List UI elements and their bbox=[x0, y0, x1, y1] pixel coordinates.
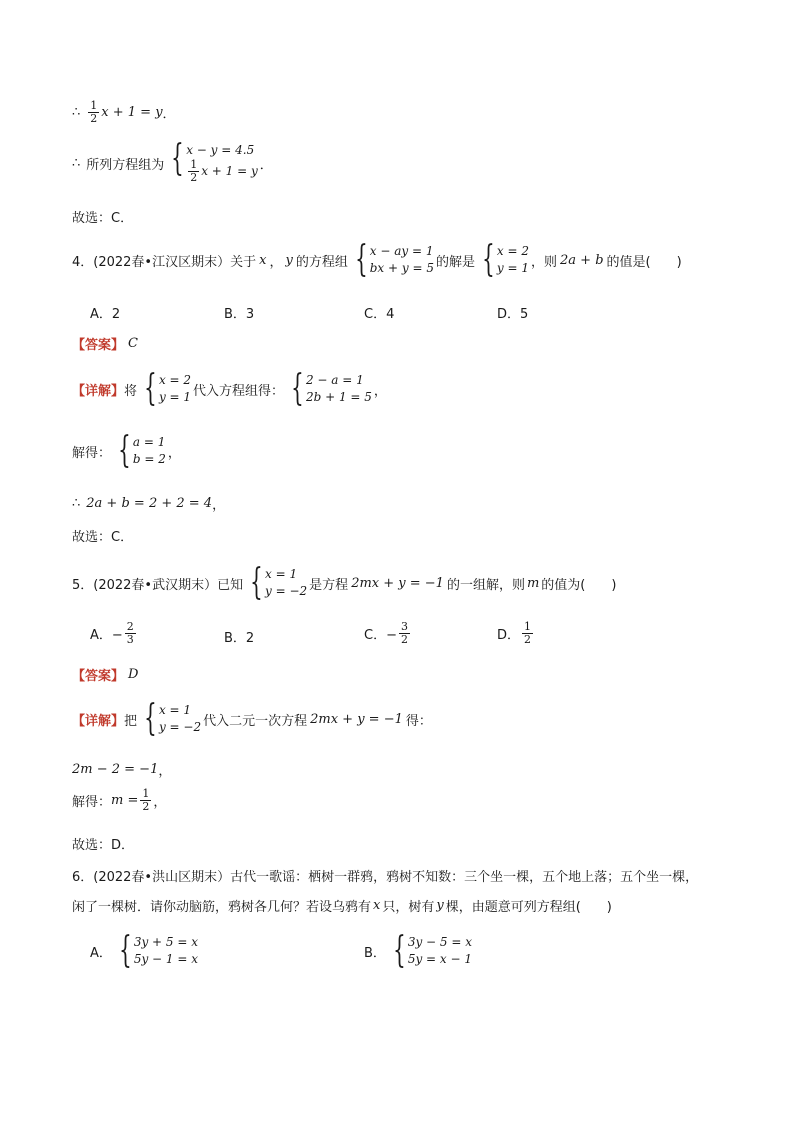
option-a: A．− $\frac{2}{3}$ bbox=[90, 620, 134, 646]
solution-system: { x = 2 y = 1 bbox=[482, 239, 530, 280]
equation-system-line: ∴ 所列方程组为 { x − y = 4.5 $\frac{1}{2}$ x + 1 = y ． bbox=[72, 138, 273, 184]
question-4-stem: 4．(2022春•江汉区期末）关于 x ， y 的方程组 { x − ay = 1 bx + y = 5 的解是 { x = 2 y = 1 ，则 2a + b 的值是( ) bbox=[72, 239, 682, 280]
system-label: 所列方程组为 bbox=[86, 157, 165, 173]
option-c: C．4 bbox=[364, 307, 395, 322]
solve-line: 解得： m = $\frac{1}{2}$ ， bbox=[72, 787, 167, 813]
equation-system: { x − y = 4.5 $\frac{1}{2}$ x + 1 = y bbox=[171, 138, 258, 184]
detail-line: 【详解】 将 { x = 2 y = 1 代入方程组得： { 2 − a = 1 2b + 1 = 5 ， bbox=[72, 368, 387, 409]
option-d: D． $\frac{1}{2}$ bbox=[497, 620, 532, 646]
answer-line: 【答案】 C bbox=[72, 336, 138, 353]
option-a: A．2 bbox=[90, 307, 121, 322]
therefore-line: ∴ 2a + b = 2 + 2 = 4 ， bbox=[72, 496, 226, 513]
option-d: D．5 bbox=[497, 307, 529, 322]
option-b: B．2 bbox=[224, 631, 255, 646]
detail-line: 【详解】 把 { x = 1 y = −2 代入二元一次方程 2mx + y = −1 得： bbox=[72, 698, 432, 739]
fraction-half: $\frac{1}{2}$ bbox=[90, 99, 98, 125]
choice-line: 故选：D． bbox=[72, 838, 135, 853]
option-b: B．3 bbox=[224, 307, 255, 322]
question-6-line-1: 6．(2022春•洪山区期末）古代一歌谣：栖树一群鸦，鸦树不知数：三个坐一棵，五个地上落；五个坐一棵， bbox=[72, 870, 699, 885]
question-6-line-2: 闲了一棵树．请你动脑筋，鸦树各几何？若设乌鸦有 x 只，树有 y 棵，由题意可列方程组( ) bbox=[72, 898, 612, 915]
answer-line: 【答案】 D bbox=[72, 667, 139, 684]
option-a: A． { 3y + 5 = x 5y − 1 = x bbox=[90, 930, 198, 971]
option-c: C．− $\frac{3}{2}$ bbox=[364, 620, 408, 646]
question-5-stem: 5．(2022春•武汉期末）已知 { x = 1 y = −2 是方程 2mx + y = −1 的一组解，则 m 的值为( ) bbox=[72, 562, 617, 603]
work-line: 2m − 2 = −1 ， bbox=[72, 762, 172, 779]
therefore-symbol: ∴ bbox=[72, 105, 81, 120]
choice-line: 故选：C． bbox=[72, 530, 134, 545]
equation-system: { x − ay = 1 bx + y = 5 bbox=[354, 239, 434, 280]
choice-line: 故选：C． bbox=[72, 211, 134, 226]
solve-line: 解得： { a = 1 b = 2 ， bbox=[72, 430, 181, 471]
option-b: B． { 3y − 5 = x 5y = x − 1 bbox=[364, 930, 473, 971]
detail-label: 【详解】 bbox=[72, 383, 125, 399]
therefore-line-1: ∴ $\frac{1}{2}$ x + 1 = y ． bbox=[72, 99, 176, 125]
answer-label: 【答案】 bbox=[72, 338, 125, 353]
equation-text: x + 1 = y bbox=[101, 105, 163, 120]
